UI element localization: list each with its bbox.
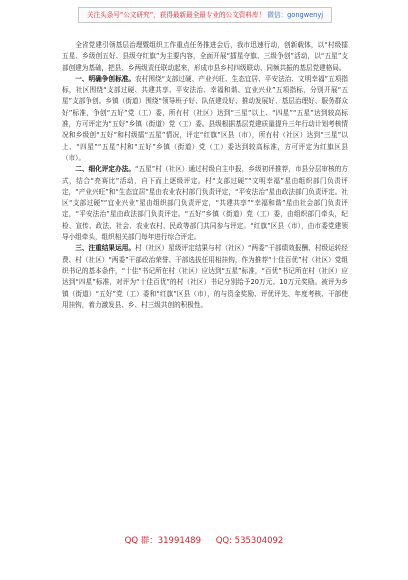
section-3 [62, 243, 348, 311]
promo-text: 关注头条号“公文研究”，获得最新最全最专业的公文资料库！ [86, 11, 266, 19]
section-2 [62, 164, 348, 243]
footer [0, 535, 408, 547]
promo-banner [78, 7, 332, 23]
qq-group: QQ 群：31991489 [124, 536, 202, 546]
section-1-body: 农村围绕“支部过硬、产业兴旺、生态宜居、平安法治、文明幸福”五项指标，社区围绕“支部过硬、共建共享、平安法治、幸福和谐、宜业兴业”五项指标，分别开展“五星”支部争创。乡镇（街道）围绕“领导班子好、队伍建设好、推动发展好、基层治理好、服务群众好”标准，争创“五好”党（工）委，所有村（社区）达到“三星”以上、“四星”“五星”达到较高标准，方可评定为“五好”乡镇（街道）党（工）委。县级根据基层党建质量提升三年行动计划考核情况和乡级创“五好”和村级擂“五星”情况，评定“红旗”区县（市），所有村（社区）达到“三星”以上、“四星”“五星”村和“五好”乡镇（街道）党（工）委达到较高标准，方可评定为红旗区县（市）。 [62, 74, 348, 162]
section-1-heading: 一、明确争创标准。 [75, 74, 136, 83]
section-2-heading: 二、细化评定办法。 [75, 165, 136, 174]
section-3-heading: 三、注重结果运用。 [75, 244, 136, 253]
section-3-body: 村（社区）星级评定结果与村（社区）“两委”干部绩效报酬、村级运转经费、村（社区）“两委”干部政治荣誉、干部选拔任用相挂钩，作为推荐“十佳百优”村（社区）党组织书记的基本条件，“十佳”书记所在村（社区）应达到“五星”标准，“百优”书记所在村（社区）应达到“四星”标准，对评为“十佳百优”的村（社区）书记分别给予20万元、10万元奖励。被评为乡镇（街道）“五好”党（工）委和“红旗”区县（市），的与资金奖励、评优评先、年度考核、干部使用挂钩，着力激发县、乡、村三级共创的积极性。 [62, 244, 348, 309]
wechat-id: 微信：gongwenyj [267, 11, 324, 19]
section-1 [62, 74, 348, 164]
document-body [62, 40, 348, 311]
section-2-body: “五星”村（社区）通过村级自主申报，乡级初评推荐，市县分层审核的方式，结合“亮赛比”活动，自下而上逐级评定。村“支部过硬”“文明幸福”星由组织部门负责评定，“产业兴旺”和“生态宜居”星由农业农村部门负责评定，“平安法治”星由政法部门负责评定。社区“支部过硬”“宜业兴业”星由组织部门负责评定，“共建共享”“幸福和谐”星由社会部门负责评定，“平安法治”星由政法部门负责评定。“五好”乡镇（街道）党（工）委，由组织部门牵头，纪检、宣传、政法、社会、农业农村、民政等部门共同参与评定。“红旗”区县（市），由市委党建领导小组牵头，组织相关部门每年进行综合评定。 [62, 165, 348, 242]
qq-contact: QQ: 535304092 [215, 536, 284, 546]
intro-paragraph: 全省党建引领基层治理暨组织工作重点任务推进会后，我市迅速行动，创新载体，以“村级擂五星、乡级创五好、县级夺红旗”为主要内容，全面开展“擂星夺旗、三级争创”活动，以“五星”支部创建为基础，把县、乡两级责任联动起来，形成市县乡村四级联动、同频共振的基层党建格局。 [62, 41, 349, 72]
